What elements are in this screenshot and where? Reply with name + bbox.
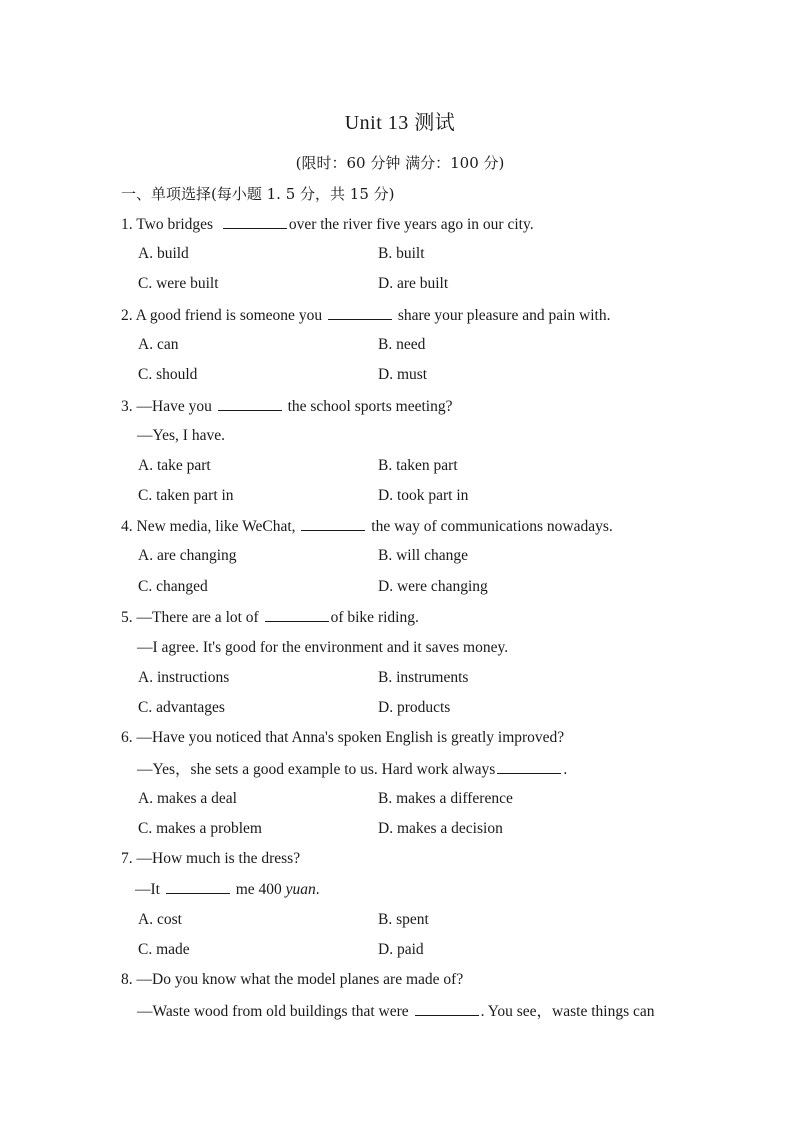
question-number: 4.	[121, 518, 133, 535]
option-d: D. took part in	[378, 487, 469, 504]
option-b: B. taken part	[378, 457, 458, 474]
question-text: of bike riding.	[330, 609, 419, 626]
reply-text: —Waste wood from old buildings that were	[137, 1003, 409, 1020]
question-7-stem	[121, 849, 300, 869]
option-b: B. need	[378, 336, 426, 353]
option-c: C. were built	[138, 275, 219, 292]
exam-info: (限时：60 分钟 满分：100 分)	[295, 154, 505, 172]
option-c: C. changed	[138, 578, 208, 595]
question-text: the school sports meeting?	[283, 398, 453, 415]
question-number: 2.	[121, 307, 133, 324]
option-b: B. built	[378, 245, 425, 262]
answer-blank	[218, 396, 282, 411]
reply-text: —It	[135, 881, 160, 898]
answer-blank	[166, 879, 230, 894]
option-c: C. makes a problem	[138, 820, 262, 837]
answer-blank	[223, 214, 287, 229]
question-3-stem	[121, 396, 452, 417]
question-text: A good friend is someone you	[135, 307, 323, 324]
question-3-reply: —Yes, I have.	[137, 427, 225, 444]
question-6-stem	[121, 728, 564, 748]
question-1-stem	[121, 214, 534, 235]
question-text: —There are a lot of	[136, 609, 263, 626]
question-number: 3.	[121, 398, 133, 415]
option-d: D. makes a decision	[378, 820, 503, 837]
reply-text: .	[315, 881, 320, 898]
question-text: New media, like WeChat,	[136, 518, 296, 535]
document-title: Unit 13 测试	[344, 112, 456, 134]
question-text: —Do you know what the model planes are made of?	[136, 971, 464, 988]
reply-text: —Yes，she sets a good example to us. Hard work always	[137, 761, 496, 778]
reply-text: .	[563, 761, 568, 778]
question-number: 5.	[121, 609, 133, 626]
option-b: B. instruments	[378, 669, 469, 686]
question-7-reply	[135, 879, 320, 900]
question-text: the way of communications nowadays.	[371, 518, 613, 535]
option-d: D. were changing	[378, 578, 488, 595]
question-number: 7.	[121, 850, 133, 867]
option-d: D. paid	[378, 941, 424, 958]
reply-text: . You see，waste things can	[480, 1003, 655, 1020]
answer-blank	[301, 516, 365, 531]
question-number: 8.	[121, 971, 133, 988]
question-2-stem	[121, 305, 610, 326]
question-text: —Have you noticed that Anna's spoken English is greatly improved?	[136, 729, 565, 746]
answer-blank	[265, 607, 329, 622]
option-a: A. instructions	[138, 669, 230, 686]
option-a: A. can	[138, 336, 179, 353]
option-a: A. take part	[138, 457, 211, 474]
option-a: A. build	[138, 245, 189, 262]
option-a: A. cost	[138, 911, 182, 928]
question-6-reply	[137, 759, 567, 780]
option-a: A. are changing	[138, 547, 237, 564]
question-text: over the river five years ago in our city.	[288, 216, 534, 233]
option-a: A. makes a deal	[138, 790, 237, 807]
option-d: D. must	[378, 366, 428, 383]
option-c: C. advantages	[138, 699, 225, 716]
question-text: Two bridges	[136, 216, 214, 233]
answer-blank	[415, 1001, 479, 1016]
option-b: B. makes a difference	[378, 790, 513, 807]
question-4-stem	[121, 516, 613, 537]
question-5-reply: —I agree. It's good for the environment and it saves money.	[137, 639, 509, 656]
question-text: share your pleasure and pain with.	[397, 307, 611, 324]
question-number: 1.	[121, 216, 133, 233]
reply-text: me 400	[235, 881, 286, 898]
question-8-reply	[137, 1001, 655, 1022]
question-5-stem	[121, 607, 419, 628]
question-text: —Have you	[136, 398, 212, 415]
option-d: D. products	[378, 699, 451, 716]
option-c: C. taken part in	[138, 487, 234, 504]
option-b: B. will change	[378, 547, 468, 564]
question-text: —How much is the dress?	[136, 850, 301, 867]
option-d: D. are built	[378, 275, 449, 292]
answer-blank	[328, 305, 392, 320]
question-number: 6.	[121, 729, 133, 746]
option-c: C. made	[138, 941, 190, 958]
option-c: C. should	[138, 366, 198, 383]
reply-italic-text: yuan	[285, 881, 316, 898]
question-8-stem	[121, 970, 463, 990]
section-heading: 一、单项选择(每小题 1. 5 分，共 15 分)	[121, 185, 395, 203]
answer-blank	[497, 759, 561, 774]
option-b: B. spent	[378, 911, 429, 928]
